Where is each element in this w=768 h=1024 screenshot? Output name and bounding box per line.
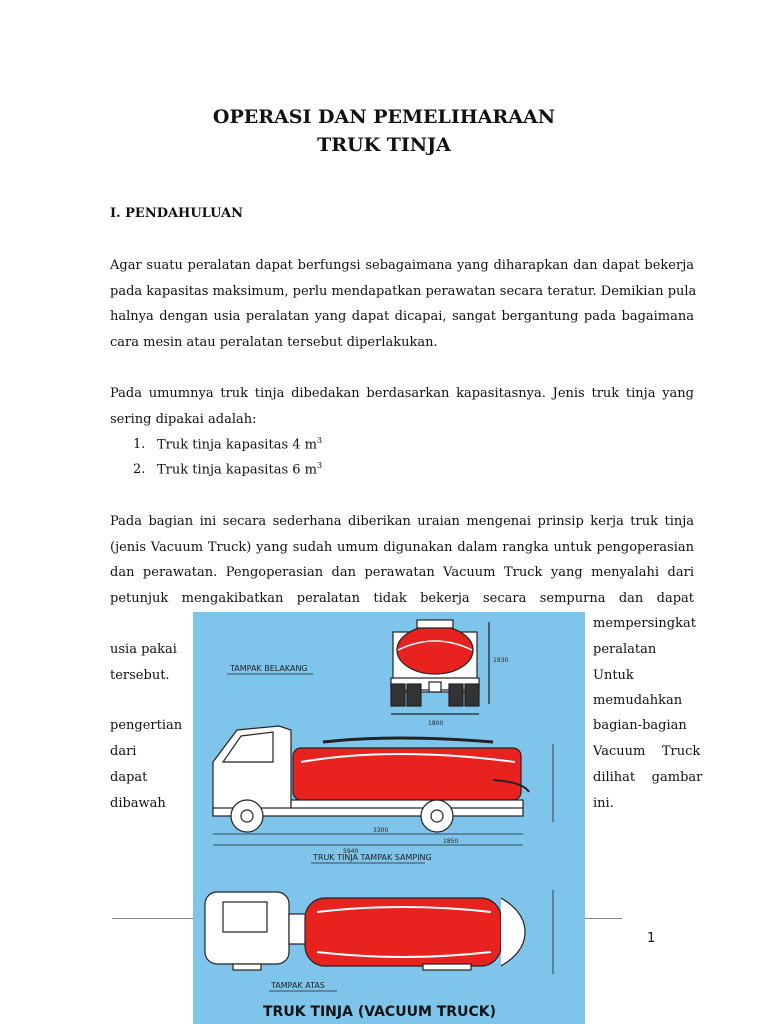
wrap-right-word: Vacuum Truck <box>593 744 701 759</box>
paragraph-3-line: petunjuk mengakibatkan peralatan tidak bekerja secara sempurna dan dapat <box>110 590 694 606</box>
dim-rear-width: 1800 <box>428 720 444 727</box>
list-item-superscript: 3 <box>316 436 323 445</box>
wrap-left-word: usia pakai <box>110 642 177 657</box>
wrap-right-word: dilihat gambar <box>593 770 703 785</box>
side-view <box>213 726 529 832</box>
list-item-text: Truk tinja kapasitas 6 m <box>157 462 317 478</box>
wrap-right-word: mempersingkat <box>593 616 696 631</box>
list-item-superscript: 3 <box>316 461 323 470</box>
paragraph-3-line: Pada bagian ini secara sederhana diberikan uraian mengenai prinsip kerja truk tinja <box>110 514 694 529</box>
paragraph-2-line: Pada umumnya truk tinja dibedakan berdasarkan kapasitasnya. Jenis truk tinja yang <box>110 386 694 401</box>
paragraph-3 <box>110 509 694 611</box>
list-item <box>133 461 322 477</box>
list-item-number: 2. <box>133 462 146 478</box>
paragraph-2-line: sering dipakai adalah: <box>110 411 257 427</box>
top-view <box>205 892 525 970</box>
dim-rear-height: 1930 <box>493 657 509 664</box>
list-item-number: 1. <box>133 437 146 453</box>
wrap-left-word: dari <box>110 744 137 759</box>
paragraph-1-line: halnya dengan usia peralatan yang dapat dicapai, sangat bergantung pada bagaimana <box>110 309 694 324</box>
paragraph-3-line: dan perawatan. Pengoperasian dan perawatan Vacuum Truck yang menyalahi dari <box>110 565 694 580</box>
truck-drawing <box>193 612 585 1024</box>
paragraph-1 <box>110 253 697 355</box>
paragraph-1-line: pada kapasitas maksimum, perlu mendapatkan perawatan secara teratur. Demikian pula <box>110 283 697 299</box>
document-title-line-1: OPERASI DAN PEMELIHARAAN <box>212 106 556 128</box>
wrap-right-word: peralatan <box>593 642 657 657</box>
label-top-view: TAMPAK ATAS <box>271 981 325 990</box>
list-item <box>133 436 322 452</box>
section-heading: I. PENDAHULUAN <box>110 206 244 221</box>
paragraph-3-line: (jenis Vacuum Truck) yang sudah umum digunakan dalam rangka untuk pengoperasian <box>110 539 694 555</box>
wrap-right-word: bagian-bagian <box>593 718 687 733</box>
dim-side-1: 3300 <box>373 827 389 834</box>
wrap-right-word: Untuk <box>593 668 634 683</box>
rear-view <box>391 620 489 714</box>
vacuum-truck-figure <box>193 612 585 1024</box>
wrap-left-word: tersebut. <box>110 668 170 683</box>
wrap-left-word: dapat <box>110 770 148 785</box>
page-number: 1 <box>647 931 656 946</box>
wrap-right-word: memudahkan <box>593 693 683 708</box>
label-side-view: TRUK TINJA TAMPAK SAMPING <box>313 853 432 862</box>
list-item-text: Truk tinja kapasitas 4 m <box>157 437 317 453</box>
wrap-right-word: ini. <box>593 796 614 811</box>
dim-side-total: 5940 <box>343 848 359 855</box>
paragraph-1-line: Agar suatu peralatan dapat berfungsi sebagaimana yang diharapkan dan dapat bekerja <box>110 258 694 273</box>
figure-caption: TRUK TINJA (VACUUM TRUCK) <box>263 1004 496 1020</box>
wrap-left-word: dibawah <box>110 796 166 811</box>
paragraph-1-line: cara mesin atau peralatan tersebut diperlakukan. <box>110 334 438 350</box>
document-title-line-2: TRUK TINJA <box>317 134 451 156</box>
wrap-left-word: pengertian <box>110 718 183 733</box>
paragraph-2 <box>110 381 694 432</box>
dim-side-2: 1850 <box>443 838 459 845</box>
label-rear-view: TAMPAK BELAKANG <box>230 664 308 673</box>
